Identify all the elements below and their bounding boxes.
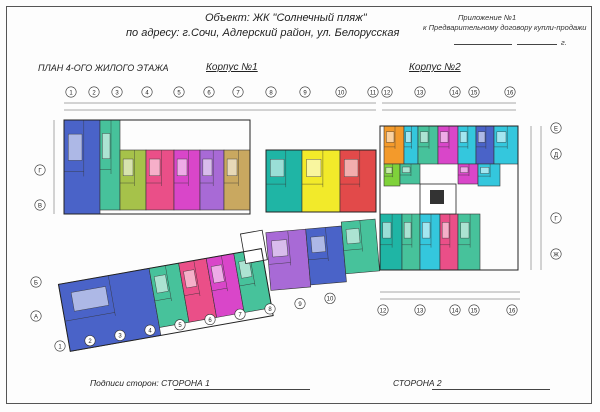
axis-bottom-2-k1-label: 2	[88, 339, 92, 345]
k2-bottom-apartment-2-bath	[404, 222, 411, 238]
axis-bottom-14-k2-label: 14	[451, 308, 459, 315]
k2-mid-apartment-1-bath	[386, 167, 392, 173]
k2-mid-apartment-2-bath	[402, 167, 410, 173]
axis-top-15-label: 15	[470, 90, 478, 97]
korpus-1-middle-section	[266, 150, 376, 212]
axis-bottom-1-k1-label: 1	[58, 344, 62, 351]
k1-upper-apartment-3-bath	[123, 159, 133, 176]
k1-upper-apartment-5-bath	[177, 159, 187, 176]
k2-top-apartment-6-bath	[478, 132, 485, 143]
axis-top-2-label: 2	[92, 90, 96, 97]
appendix-year-suffix: г.	[561, 38, 567, 47]
k2-top-apartment-1-bath	[386, 132, 394, 143]
k2-bottom-apartment-4-bath	[442, 222, 449, 238]
signature-line-1	[174, 389, 310, 390]
axis-top-10-label: 10	[337, 90, 345, 97]
axis-bottom-12-k2-label: 12	[379, 308, 387, 315]
axis-top-6-label: 6	[207, 90, 211, 97]
axis-bottom-10-k1-label: 10	[326, 296, 334, 303]
axis-top-3-label: 3	[115, 90, 119, 97]
k1-middle-apartment-3-bath	[344, 159, 358, 176]
axis-right-Е-label: Е	[553, 126, 559, 133]
axis-bottom-6-k1-label: 6	[208, 317, 212, 324]
k1-lower-apartment-1	[58, 268, 160, 351]
axis-left-В-label: В	[37, 203, 43, 210]
k1-lower-right-apartment-3-bath	[346, 228, 360, 244]
axis-bottom-8-k1-label: 8	[268, 307, 272, 314]
appendix-number: Приложение №1	[458, 13, 517, 22]
axis-top-1-label: 1	[69, 90, 73, 97]
korpus-2-label: Корпус №2	[409, 62, 461, 73]
axis-right-Д-label: Д	[553, 152, 559, 159]
k1-upper-apartment-7-bath	[227, 159, 237, 176]
axis-bottom-13-k2-label: 13	[416, 308, 424, 315]
k2-core-stair	[430, 190, 444, 204]
korpus-1-lower-right-block	[265, 219, 380, 290]
korpus-2-block	[380, 126, 518, 270]
k1-lower-right-apartment-1-bath	[271, 240, 288, 258]
axis-bottom-5-k1-label: 5	[178, 323, 182, 330]
korpus-1-label: Корпус №1	[206, 62, 258, 73]
k2-top-apartment-5-bath	[460, 132, 467, 143]
k1-upper-apartment-4-bath	[149, 159, 160, 176]
plan-title: ПЛАН 4-ОГО ЖИЛОГО ЭТАЖА	[38, 63, 169, 73]
k1-upper-apartment-6-bath	[203, 159, 212, 176]
k2-top-apartment-4-bath	[440, 132, 448, 143]
axis-bottom-15-k2-label: 15	[470, 308, 478, 315]
axis-bottom-16-k2-label: 16	[508, 308, 516, 315]
axis-top-8-label: 8	[269, 90, 273, 97]
k2-bottom-apartment-5-bath	[461, 222, 469, 238]
k1-upper-apartment-2-bath	[102, 134, 110, 159]
axis-top-9-label: 9	[303, 90, 307, 97]
signature-party-1: Подписи сторон: СТОРОНА 1	[90, 378, 210, 388]
axis-top-11-label: 11	[369, 90, 377, 97]
korpus-1-upper-wing	[64, 120, 250, 214]
k2-top-apartment-7-bath	[497, 132, 506, 143]
axis-top-14-label: 14	[451, 90, 459, 97]
axis-top-5-label: 5	[177, 90, 181, 97]
k2-mid-apartment-3-bath	[460, 167, 468, 173]
k2-top-apartment-2-bath	[406, 132, 411, 143]
k1-middle-apartment-1-bath	[270, 159, 284, 176]
axis-top-16-label: 16	[506, 90, 514, 97]
axis-top-12-label: 12	[383, 90, 391, 97]
axis-bottom-3-k1-label: 3	[118, 333, 122, 340]
axis-left-А-label: А	[33, 314, 39, 321]
axis-bottom-9-k1-label: 9	[298, 301, 302, 308]
k1-upper-apartment-1-bath	[68, 134, 82, 160]
k2-top-apartment-3-bath	[420, 132, 428, 143]
object-title: Объект: ЖК "Солнечный пляж"	[205, 12, 367, 24]
axis-right-Г-label: Г	[554, 216, 558, 223]
axis-left-Б-label: Б	[34, 280, 38, 287]
axis-top-4-label: 4	[145, 90, 149, 97]
axis-left-Г-label: Г	[38, 168, 42, 175]
k2-bottom-apartment-3-bath	[422, 222, 430, 238]
korpus-1-lower-wing	[55, 230, 277, 351]
axis-bottom-4-k1-label: 4	[148, 328, 152, 335]
k1-middle-apartment-2-bath	[307, 159, 321, 176]
axis-top-7-label: 7	[236, 90, 240, 97]
signature-party-2: СТОРОНА 2	[393, 378, 442, 388]
signature-line-2	[432, 389, 550, 390]
axis-top-13-label: 13	[416, 90, 424, 97]
appendix-contract: к Предварительному договору купли-продажи	[423, 23, 587, 32]
axis-bottom-7-k1-label: 7	[238, 312, 242, 319]
k2-bottom-apartment-1-bath	[383, 222, 391, 238]
address-title: по адресу: г.Сочи, Адлерский район, ул. Белорусская	[126, 27, 400, 39]
axis-right-Ж-label: Ж	[553, 252, 559, 259]
k2-mid-apartment-4-bath	[481, 167, 489, 173]
k1-lower-right-apartment-2-bath	[311, 236, 326, 253]
